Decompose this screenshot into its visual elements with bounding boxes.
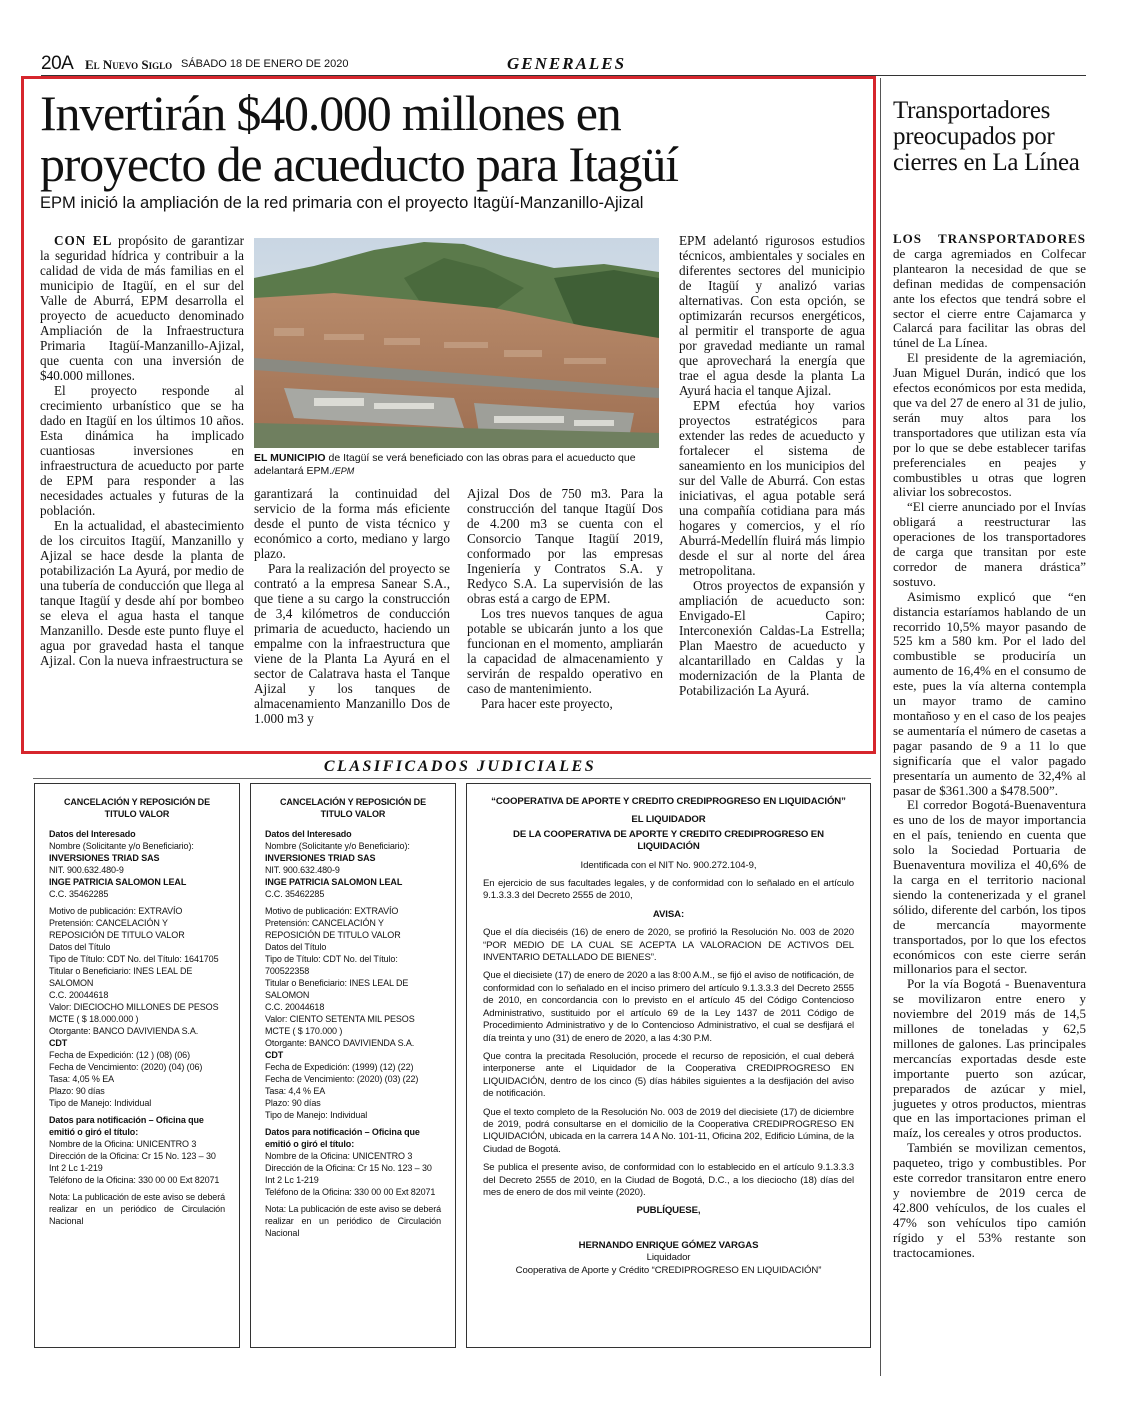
notice-paragraph: En ejercicio de sus facultades legales, y de conformidad con lo señalado en el artículo 9.1.3.3.3 del Decreto 2555 de 2010,: [483, 878, 854, 902]
lead-words: LOS TRANSPORTADORES: [893, 231, 1086, 246]
notice-paragraph: Se publica el presente aviso, de conformidad con lo establecido en el artículo 9.1.3.3.3 del Decreto 2555 de 2010, en la Ciudad de Bogotá, D.C., a los dieciocho (18) días del mes de enero de dos mil veinte (2020).: [483, 1162, 854, 1198]
publication-date: SÁBADO 18 DE ENERO DE 2020: [181, 58, 349, 70]
main-subheadline: EPM inició la ampliación de la red primaria con el proyecto Itagüí-Manzanillo-Ajizal: [40, 194, 644, 212]
paragraph: También se movilizan cementos, paqueteo, trigo y combustibles. Por este corredor transitaron entre enero y noviembre de 2019 cerca de 42.800 vehículos, de los cuales el 47% son vehículos tipo camión rígido y el 53% restante son tractocamiones.: [893, 1140, 1086, 1260]
notice-line: Fecha de Expedición: (1999) (12) (22): [265, 1062, 414, 1072]
notice-line: INVERSIONES TRIAD SAS: [49, 853, 160, 863]
article-column-4: [679, 233, 865, 698]
paragraph: Los tres nuevos tanques de agua potable se ubicarán junto a los que funcionan en el momento, ampliarán la capacidad de almacenamiento y servirán de respaldo operativo en caso de mantenimiento.: [467, 606, 663, 696]
page-header: [41, 53, 1086, 75]
notice-nit: Identificada con el NIT No. 900.272.104-9,: [580, 859, 757, 871]
notice-title: CANCELACIÓN Y REPOSICIÓN DE TITULO VALOR: [64, 797, 210, 819]
paragraph: de carga agremiados en Colfecar plantearon la necesidad de que se definan medidas de compensación ante los efectos que tendrá sobre el sector el cierre entre Cajamarca y Calarcá para facilitar las obras del túnel de La Línea.: [893, 245, 1086, 351]
notice-line: Otorgante: BANCO DAVIVIENDA S.A.: [49, 1026, 199, 1036]
notice-line: Tipo de Título: CDT No. del Título: 700522358: [265, 954, 398, 976]
page-number: 20A: [41, 53, 74, 74]
notice-line: C.C. 35462285: [265, 889, 325, 899]
notice-line: INVERSIONES TRIAD SAS: [265, 853, 376, 863]
paragraph: propósito de garantizar la seguridad hídrica y contribuir a la calidad de vida de más familias en el municipio de Itagüí, en el sur del Valle de Aburrá, EPM desarrolla el proyecto de acueducto denominado Ampliación de la Infraestructura Primaria Itagüí-Manzanillo-Ajizal, que cuenta con una inversión de $40.000 millones.: [40, 233, 245, 383]
notice-subtitle: DE LA COOPERATIVA DE APORTE Y CREDITO CREDIPROGRESO EN LIQUIDACIÓN: [513, 828, 824, 853]
notice-line: CDT: [265, 1050, 284, 1060]
notice-line: Nombre (Solicitante y/o Beneficiario):: [49, 841, 194, 851]
notice-line: INGE PATRICIA SALOMON LEAL: [265, 877, 403, 887]
caption-text: de Itagüí se verá beneficiado con las obras para el acueducto que adelantará EPM.: [254, 452, 636, 477]
side-article-body: [893, 232, 1086, 1261]
notice-line: Fecha de Expedición: (12 ) (08) (06): [49, 1050, 190, 1060]
city-landscape-image: [254, 238, 659, 448]
legal-notice-2: [250, 783, 456, 1348]
photo-caption: [254, 452, 659, 478]
notice-line: Fecha de Vencimiento: (2020) (03) (22): [265, 1074, 419, 1084]
notice-title: CANCELACIÓN Y REPOSICIÓN DE TITULO VALOR: [280, 797, 426, 819]
notice-line: Dirección de la Oficina: Cr 15 No. 123 – 30 Int 2 Lc 1-219: [265, 1163, 432, 1185]
side-headline: Transportadores preocupados por cierres en La Línea: [893, 97, 1080, 176]
notice-line: Fecha de Vencimiento: (2020) (04) (06): [49, 1062, 203, 1072]
main-headline: [40, 85, 860, 192]
notice-line: C.C. 20044618: [49, 990, 109, 1000]
notice-line: Datos del Título: [265, 942, 327, 952]
section-name: GENERALES: [507, 54, 627, 73]
notice-subtitle: EL LIQUIDADOR: [631, 814, 706, 826]
caption-lead: EL MUNICIPIO: [254, 452, 326, 464]
notice-paragraph: Que el día dieciséis (16) de enero de 2020, se profirió la Resolución No. 003 de 2020 “POR MEDIO DE LA CUAL SE ACEPTA LA VALORACION DE ACTIVOS DEL INVENTARIO DETALLADO DE BIENES”.: [483, 927, 854, 964]
notice-paragraph: Que el diecisiete (17) de enero de 2020 a las 8:00 A.M., se fijó el aviso de notificación, de conformidad con lo señalado en el inciso primero del artículo 9.1.3.3.3 del Decreto 2555 de 2010, en concordancia con lo previsto en el artículo 45 del Código Contencioso Administrativo, sustituido por el artículo 69 de la Ley 1437 de 2011 Código de Procedimiento Administrativo y de lo Contencioso Administrativo, el cual se desfijará el día treinta y uno (31) de enero de 2020, a las 4:30 P.M.: [483, 970, 854, 1044]
notice-line: INGE PATRICIA SALOMON LEAL: [49, 877, 187, 887]
notice-line: Pretensión: CANCELACIÓN Y REPOSICIÓN DE TITULO VALOR: [49, 918, 185, 940]
notice-publiquese: PUBLÍQUESE,: [636, 1205, 701, 1217]
notice-line: Valor: DIECIOCHO MILLONES DE PESOS MCTE ( $ 18.000.000 ): [49, 1002, 219, 1024]
notice-line: Motivo de publicación: EXTRAVÍO: [265, 906, 399, 916]
notice-aviso: AVISA:: [652, 908, 685, 920]
notice-line: Tipo de Manejo: Individual: [265, 1110, 368, 1120]
itagui-aerial-photo: [254, 238, 659, 448]
notice-line: C.C. 35462285: [49, 889, 109, 899]
article-column-1: [40, 233, 244, 668]
signer-name: HERNANDO ENRIQUE GÓMEZ VARGAS: [578, 1239, 759, 1251]
classifieds-title: CLASIFICADOS JUDICIALES: [323, 758, 597, 775]
notice-line: Valor: CIENTO SETENTA MIL PESOS MCTE ( $ 170.000 ): [265, 1014, 415, 1036]
notice-paragraph: Que contra la precitada Resolución, procede el recurso de reposición, el cual deberá interponerse ante el Liquidador de la Cooperativa CREDIPROGRESO EN LIQUIDACIÓN, dentro de los cinco (5) días hábiles siguientes a la desfijación del aviso de notificación.: [483, 1050, 854, 1100]
paragraph: “El cierre anunciado por el Invías obligará a reestructurar las operaciones de los transportadores de carga que transitan por este corredor de manera drástica” sostuvo.: [893, 499, 1086, 589]
paragraph: El proyecto responde al crecimiento urbanístico que se ha dado en Itagüí en los últimos 10 años. Esta dinámica ha implicado cuantiosas inversiones en infraestructura de acueducto por parte de EPM para responder a las necesidades actuales y futuras de la población.: [40, 383, 244, 518]
paragraph: Otros proyectos de expansión y ampliación de acueducto son: Envigado-El Capiro; Interconexión Caldas-La Estrella; Plan Maestro de acueducto y alcantarillado en Caldas y la modernización de la Planta de Potabilización La Ayurá.: [679, 578, 865, 698]
paragraph: Ajizal Dos de 750 m3. Para la construcción del tanque Itagüí Dos de 4.200 m3 se cuenta con el Consorcio Tanque Itagüí 2019, conformado por las empresas Ingeniería y Contratos S.A. y Redyco S.A. La supervisión de las obras está a cargo de EPM.: [467, 486, 663, 606]
paragraph: garantizará la continuidad del servicio de la forma más eficiente desde el punto de vista técnico y económico a corto, mediano y largo plazo.: [254, 486, 450, 561]
photo-credit: /EPM: [332, 466, 355, 476]
notice-line: Dirección de la Oficina: Cr 15 No. 123 – 30 Int 2 Lc 1-219: [49, 1151, 216, 1173]
notice-line: Datos del Interesado: [49, 829, 136, 839]
paragraph: El corredor Bogotá-Buenaventura es uno de los de mayor importancia en el país, teniendo en cuenta que solo la Sociedad Portuaria de Buenaventura moviliza el 40,6% de la carga en el territorio nacional siendo la contenerizada y el granel sólido, diferente del carbón, los tipos de mercancía mayormente transportados, por lo que los efectos económicos con este cierre serán millonarios para el sector.: [893, 797, 1086, 977]
signer-role: Liquidador: [646, 1252, 691, 1264]
newspaper-name: El Nuevo Siglo: [85, 57, 173, 72]
notice-paragraph: Que el texto completo de la Resolución No. 003 de 2019 del diecisiete (17) de diciembre de 2019, podrá consultarse en el domicilio de la Cooperativa CREDIPROGRESO EN LIQUIDACIÓN, ubicada en la carrera 14 A No. 101-11, Oficina 202, Edificio Lúmina, de la Ciudad de Bogotá.: [483, 1106, 854, 1155]
paragraph: EPM adelantó rigurosos estudios técnicos, ambientales y sociales en diferentes sectores del municipio de Itagüí y analizó varias alternativas. Con esta opción, se optimizarán recursos energéticos, al permitir el transporte de agua por gravedad mediante un ramal que aprovechará la energía que trae el agua desde la planta La Ayurá hacia el tanque Ajizal.: [679, 233, 865, 398]
paragraph: Para la realización del proyecto se contrató a la empresa Sanear S.A., que tiene a su cargo la construcción de 3,4 kilómetros de conducción primaria de acueducto, haciendo un empalme con la infraestructura que viene de la Planta La Ayurá en el sector de Calatrava hasta el Tanque Ajizal y los tanques de almacenamiento Manzanillo Dos de 1.000 m3 y: [254, 561, 450, 726]
notice-line: Datos para notificación – Oficina que emitió o giró el título:: [265, 1127, 420, 1149]
notice-note: Nota: La publicación de este aviso se deberá realizar en un periódico de Circulación Nacional: [49, 1192, 225, 1226]
paragraph: Para hacer este proyecto,: [481, 696, 613, 711]
headline-line-1: Invertirán $40.000 millones en: [40, 85, 621, 141]
notice-line: Nombre (Solicitante y/o Beneficiario):: [265, 841, 410, 851]
notice-line: Datos para notificación – Oficina que emitió o giró el título:: [49, 1115, 204, 1137]
notice-line: Otorgante: BANCO DAVIVIENDA S.A.: [265, 1038, 415, 1048]
paragraph: Por la vía Bogotá - Buenaventura se movilizaron entre enero y noviembre del 2019 más de 14,5 millones de toneladas y 62,5 millones de galones. Las principales mercancías exportadas desde este importante puerto son azúcar, preparados de azúcar y miel, juguetes y otros productos, mientras que en las importaciones priman el maíz, los cereales y otros productos.: [893, 976, 1086, 1141]
notice-line: Tasa: 4,4 % EA: [265, 1086, 326, 1096]
column-divider: [880, 78, 881, 1376]
notice-line: Nombre de la Oficina: UNICENTRO 3: [49, 1139, 197, 1149]
notice-line: C.C. 20044618: [265, 1002, 325, 1012]
article-column-2: [254, 486, 450, 726]
headline-line-2: proyecto de acueducto para Itagüí: [40, 136, 678, 192]
notice-line: Titular o Beneficiario: INES LEAL DE SALOMON: [265, 978, 409, 1000]
paragraph: En la actualidad, el abastecimiento de los circuitos Itagüí, Manzanillo y Ajizal se hace desde la planta de potabilización La Ayurá, por medio de una tubería de conducción que llega al tanque Itagüí y desde ahí por bombeo se eleva el agua hasta el tanque Manzanillo. Desde este punto fluye el agua por gravedad hasta el tanque Ajizal. Con la nueva infraestructura se: [40, 518, 244, 668]
paragraph: El presidente de la agremiación, Juan Miguel Durán, indicó que los efectos económicos por esta medida, que va del 27 de enero al 31 de julio, serán muy altos para los transportadores que utilizan esta vía por lo que se debe establecer tarifas preferenciales en peajes y combustibles u otras que logren aliviar los sobrecostos.: [893, 350, 1086, 500]
notice-line: Nombre de la Oficina: UNICENTRO 3: [265, 1151, 413, 1161]
notice-line: Datos del Título: [49, 942, 111, 952]
notice-line: Plazo: 90 días: [265, 1098, 321, 1108]
notice-line: Teléfono de la Oficina: 330 00 00 Ext 82071: [49, 1175, 220, 1185]
notice-line: Tasa: 4,05 % EA: [49, 1074, 115, 1084]
notice-line: Datos del Interesado: [265, 829, 352, 839]
legal-notice-3: [466, 783, 871, 1348]
paragraph: Asimismo explicó que “en distancia estaríamos hablando de un recorrido 10,5% mayor pasando de 525 km a 580 km. Por el lado del combustible se produciría un aumento de 16,4% en el consumo de este, pues la vía alterna contempla un mayor tramo de camino montañoso y en el caso de los peajes se aumentaría el número de casetas a pagar pasando de 9 a 11 lo que significaría que el valor pagado presentaría un aumento de 32,4% al pasar de $361.300 a $478.500”.: [893, 588, 1086, 798]
lead-words: CON EL: [54, 233, 113, 248]
signer-organization: Cooperativa de Aporte y Crédito “CREDIPROGRESO EN LIQUIDACIÓN”: [515, 1264, 822, 1276]
notice-line: Motivo de publicación: EXTRAVÍO: [49, 906, 183, 916]
notice-title: “COOPERATIVA DE APORTE Y CREDITO CREDIPROGRESO EN LIQUIDACIÓN”: [491, 796, 846, 807]
classifieds-divider: [33, 778, 871, 779]
paragraph: EPM efectúa hoy varios proyectos estratégicos para extender las redes de acueducto y fortalecer el sistema de saneamiento en los municipios del sur del Valle de Aburrá. Con estas iniciativas, el agua potable será una compañía cotidiana para más hogares y comercios, y el río Aburrá-Medellín fluirá más limpio desde el sur al norte del área metropolitana.: [679, 398, 865, 578]
legal-notice-1: [34, 783, 240, 1348]
notice-line: Tipo de Manejo: Individual: [49, 1098, 152, 1108]
notice-line: Pretensión: CANCELACIÓN Y REPOSICIÓN DE TITULO VALOR: [265, 918, 401, 940]
notice-line: NIT. 900.632.480-9: [49, 865, 124, 875]
notice-line: NIT. 900.632.480-9: [265, 865, 340, 875]
notice-line: Tipo de Título: CDT No. del Título: 1641705: [49, 954, 219, 964]
article-column-3: [467, 486, 663, 711]
notice-line: Plazo: 90 días: [49, 1086, 105, 1096]
notice-line: CDT: [49, 1038, 68, 1048]
notice-note: Nota: La publicación de este aviso se deberá realizar en un periódico de Circulación Nacional: [265, 1204, 441, 1238]
notice-line: Titular o Beneficiario: INES LEAL DE SALOMON: [49, 966, 193, 988]
notice-line: Teléfono de la Oficina: 330 00 00 Ext 82071: [265, 1187, 436, 1197]
